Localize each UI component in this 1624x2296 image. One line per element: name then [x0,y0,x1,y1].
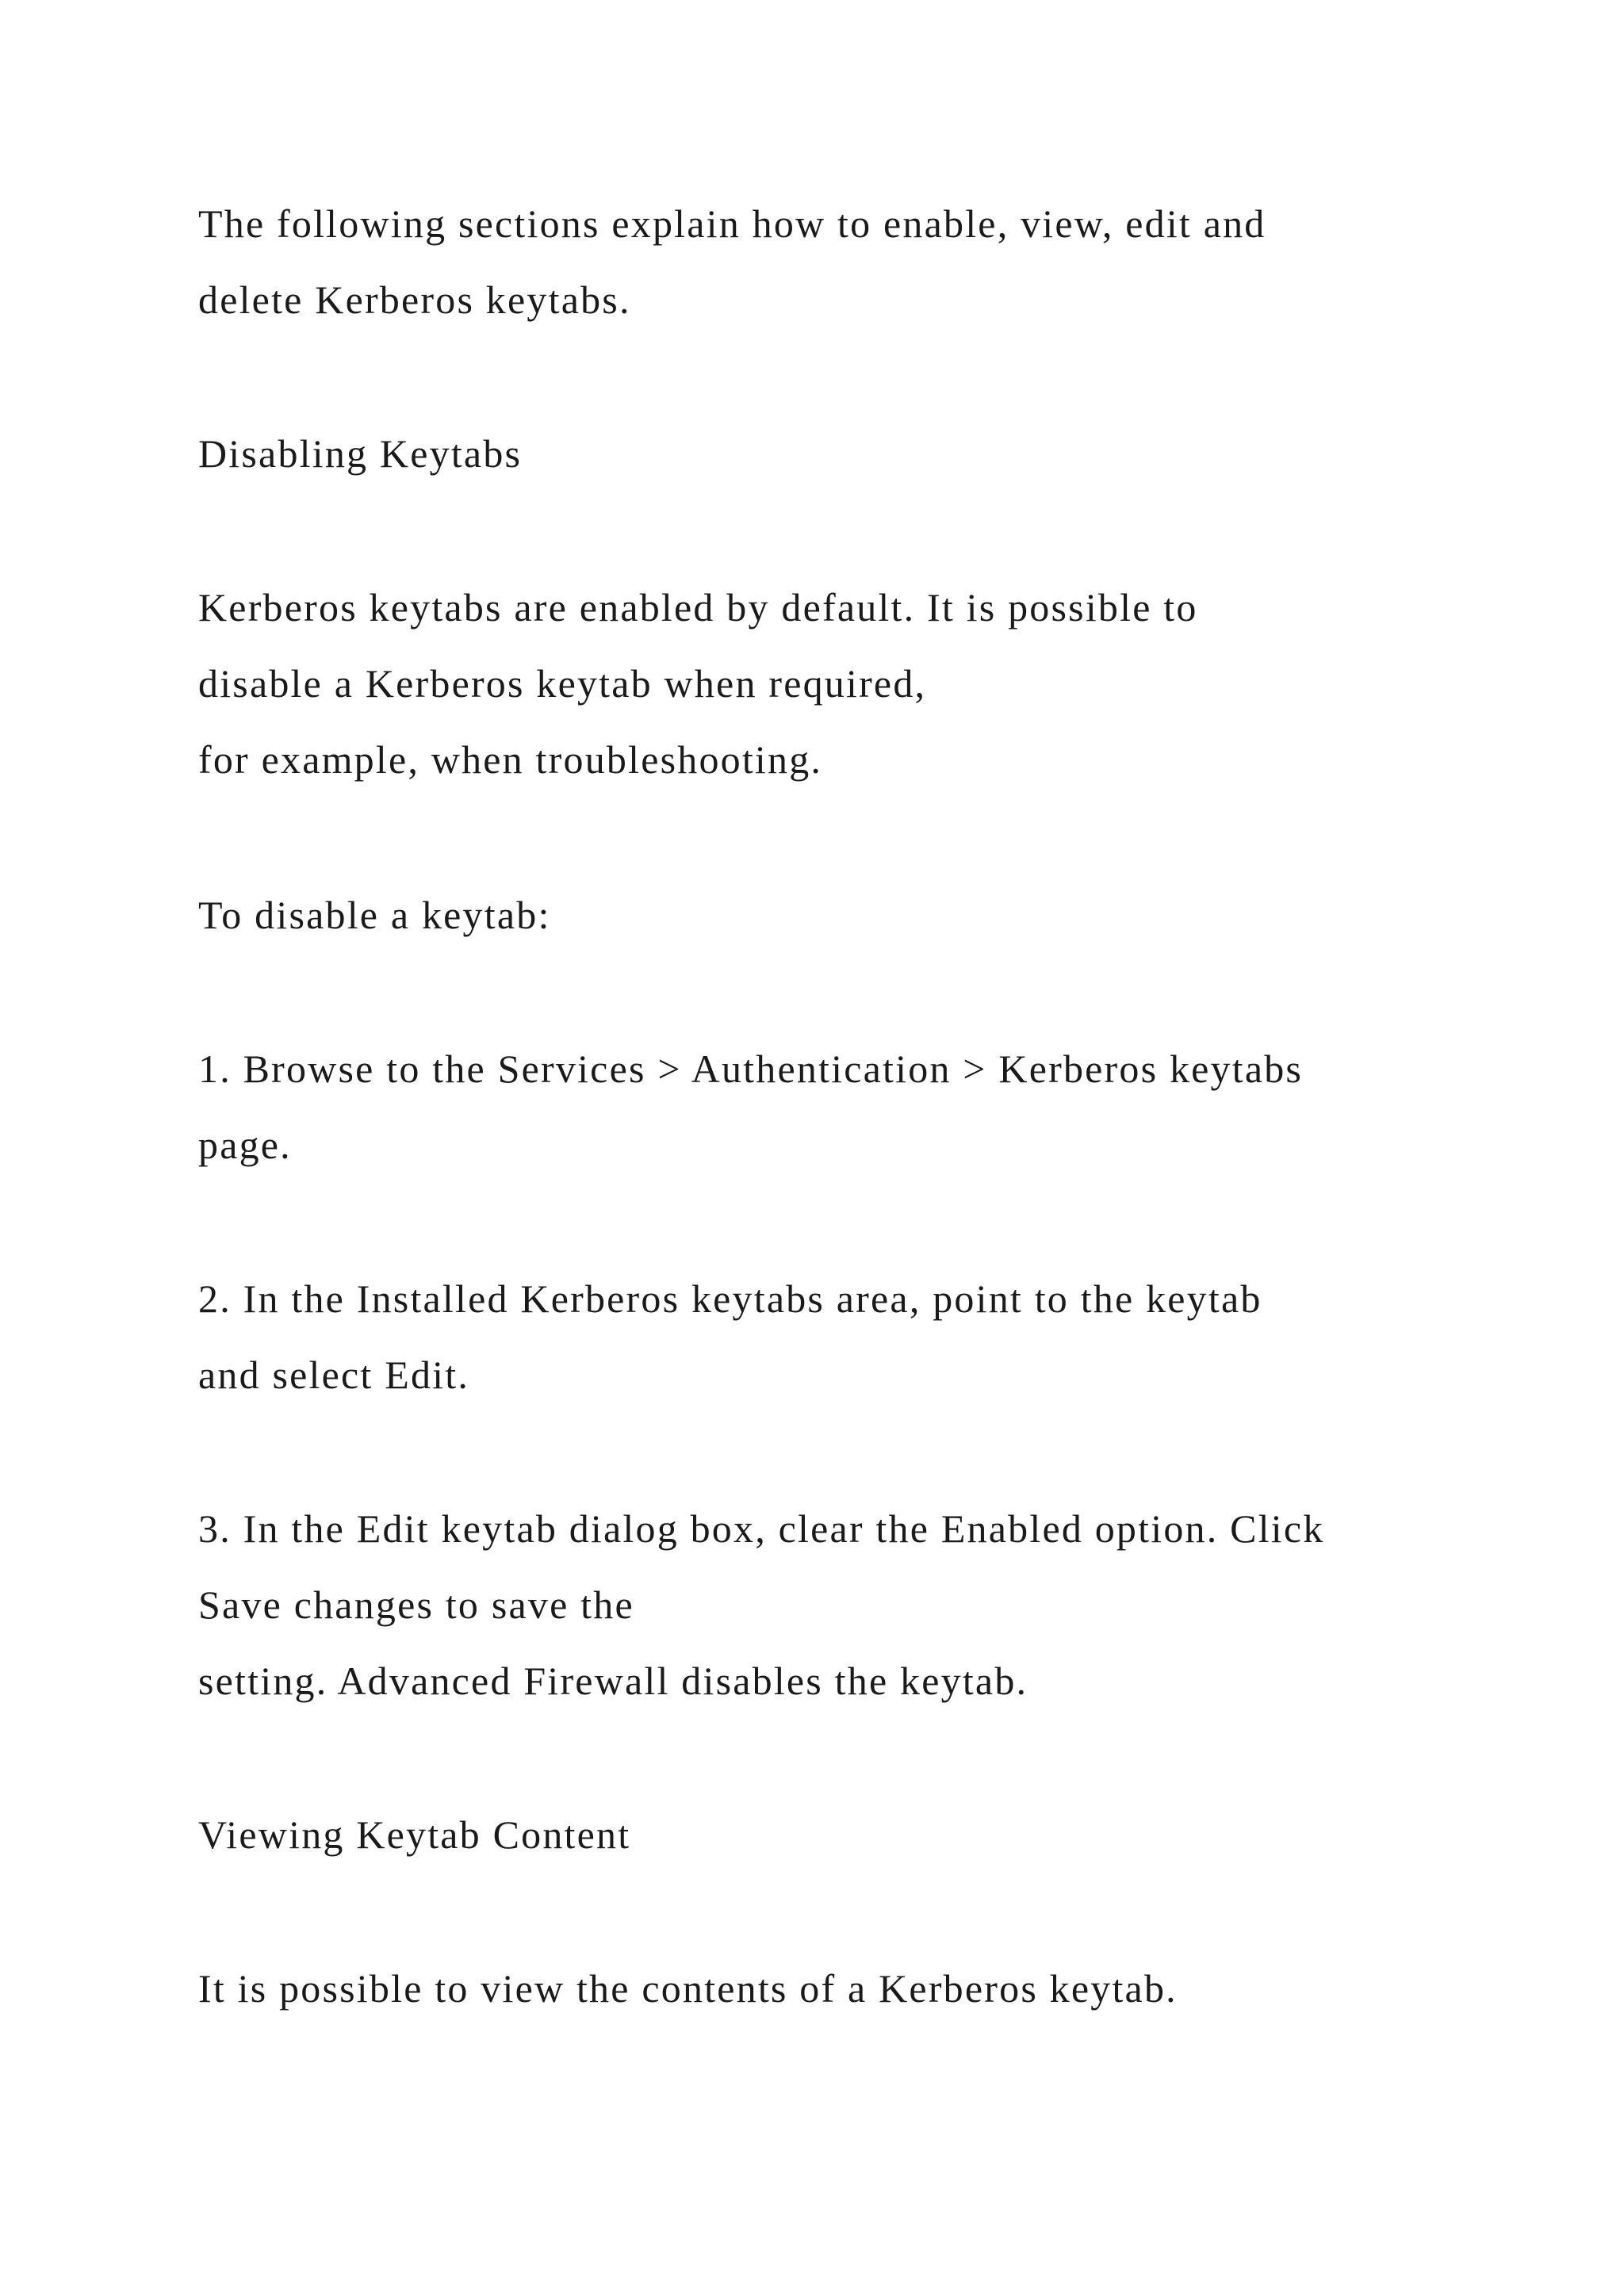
viewing-description: It is possible to view the contents of a Kerberos keytab. [198,1966,1178,2011]
step-3-line-2: Save changes to save the [198,1582,634,1627]
step-3-line-3: setting. Advanced Firewall disables the keytab. [198,1659,1028,1703]
disabling-description-line-2: disable a Kerberos keytab when required, [198,661,927,706]
step-1-line-2: page. [198,1123,292,1167]
disabling-description-line-1: Kerberos keytabs are enabled by default. It is possible to [198,585,1198,629]
section-heading-disabling-keytabs: Disabling Keytabs [198,431,523,476]
step-2-line-2: and select Edit. [198,1353,470,1397]
disabling-description-line-3: for example, when troubleshooting. [198,737,823,782]
intro-text-line-2: delete Kerberos keytabs. [198,277,631,322]
step-3-line-1: 3. In the Edit keytab dialog box, clear the Enabled option. Click [198,1506,1325,1551]
steps-intro: To disable a keytab: [198,893,551,937]
step-2-line-1: 2. In the Installed Kerberos keytabs area, point to the keytab [198,1276,1262,1321]
intro-text-line-1: The following sections explain how to enable, view, edit and [198,201,1266,246]
section-heading-viewing-keytab-content: Viewing Keytab Content [198,1812,631,1857]
step-1-line-1: 1. Browse to the Services > Authentication > Kerberos keytabs [198,1047,1304,1091]
